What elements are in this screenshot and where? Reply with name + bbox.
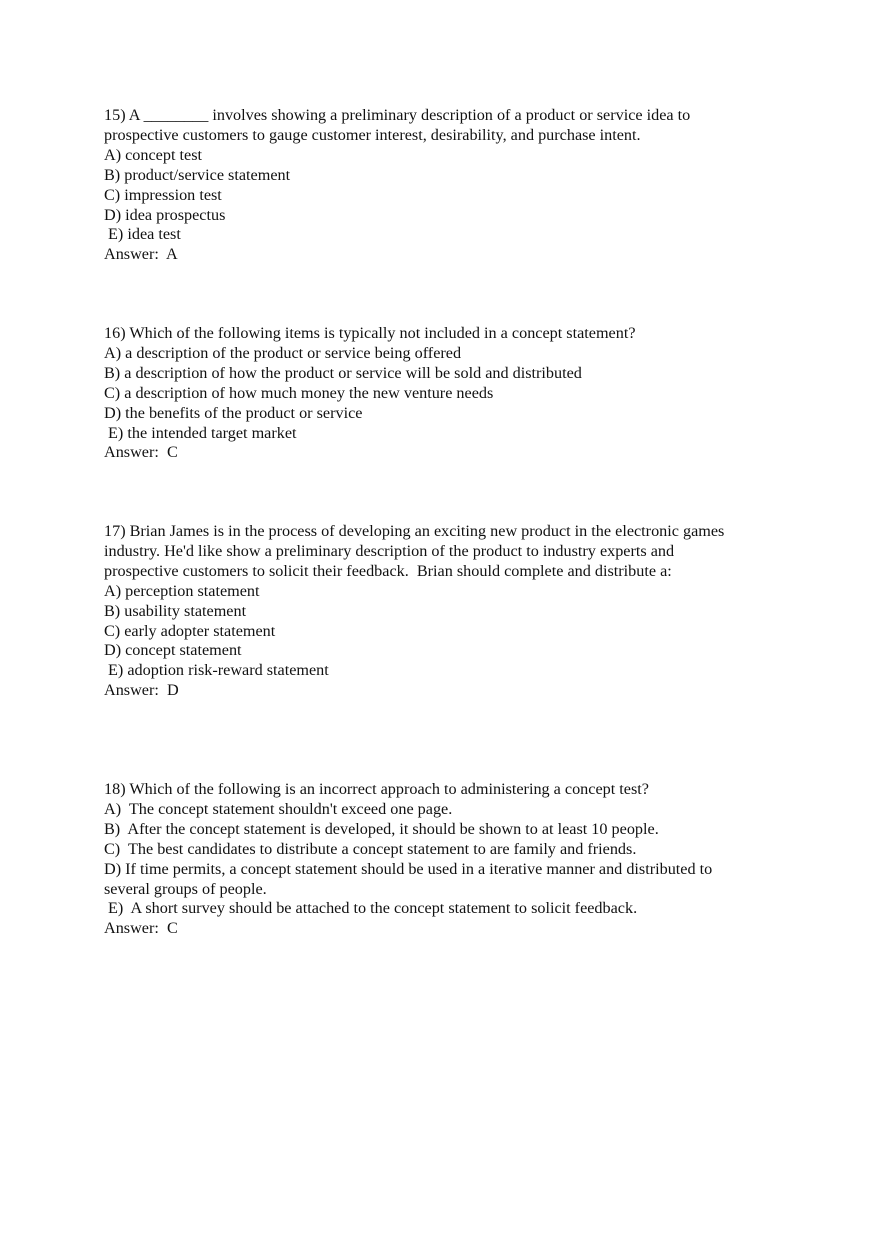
option-e: E) idea test: [104, 225, 181, 244]
option-a: A) concept test: [104, 145, 202, 164]
answer: Answer: D: [104, 681, 179, 700]
question-stem: 17) Brian James is in the process of developing an exciting new product in the electronic games industry. He'd like show a preliminary description of the product to industry experts and prospective customers to solicit their feedback. Brian should complete and distribute a:: [104, 522, 725, 580]
question-18: [104, 780, 804, 939]
option-c: C) a description of how much money the new venture needs: [104, 383, 494, 402]
answer: Answer: A: [104, 245, 178, 264]
option-a: A) perception statement: [104, 581, 260, 600]
option-c: C) impression test: [104, 185, 222, 204]
question-15: [104, 106, 804, 265]
option-e: E) adoption risk-reward statement: [104, 661, 329, 680]
option-b: B) a description of how the product or service will be sold and distributed: [104, 363, 582, 382]
question-stem: 16) Which of the following items is typically not included in a concept statement?: [104, 324, 636, 342]
answer: Answer: C: [104, 443, 178, 462]
option-d: D) idea prospectus: [104, 205, 226, 224]
question-17: [104, 522, 804, 701]
option-d: D) concept statement: [104, 641, 242, 660]
answer: Answer: C: [104, 919, 178, 938]
option-b: B) After the concept statement is developed, it should be shown to at least 10 people.: [104, 819, 659, 838]
option-a: A) The concept statement shouldn't exceed one page.: [104, 799, 453, 818]
option-b: B) usability statement: [104, 601, 247, 620]
option-a: A) a description of the product or service being offered: [104, 343, 462, 362]
option-c: C) early adopter statement: [104, 621, 276, 640]
option-e: E) A short survey should be attached to the concept statement to solicit feedback.: [104, 899, 638, 918]
option-d: D) If time permits, a concept statement should be used in a iterative manner and distributed to several groups of people.: [104, 859, 713, 898]
question-stem: 18) Which of the following is an incorrect approach to administering a concept test?: [104, 780, 649, 798]
option-b: B) product/service statement: [104, 165, 291, 184]
question-stem: 15) A ________ involves showing a preliminary description of a product or service idea to prospective customers to gauge customer interest, desirability, and purchase intent.: [104, 106, 691, 144]
option-d: D) the benefits of the product or service: [104, 403, 363, 422]
option-c: C) The best candidates to distribute a concept statement to are family and friends.: [104, 839, 637, 858]
option-e: E) the intended target market: [104, 423, 297, 442]
question-16: [104, 324, 804, 463]
